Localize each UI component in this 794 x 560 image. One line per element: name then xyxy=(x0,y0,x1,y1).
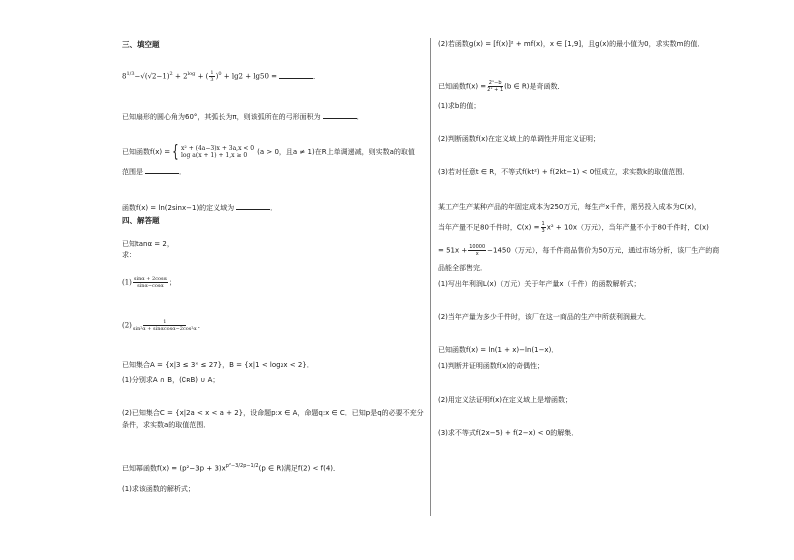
q2-answer-blank[interactable] xyxy=(323,111,357,119)
question-9-part-2: (2)当年产量为多少千件时，该厂在这一商品的生产中所获利润最大． xyxy=(438,313,651,321)
question-5-part-2: (2) $\frac{1}{\text{sin²α + sinαcosα−2cos²α}}$ ． xyxy=(122,319,205,332)
q3-condition: (a > 0，且a ≠ 1)在R上单调递减，则实数a的取值 xyxy=(257,147,415,156)
q1-exp2: log xyxy=(187,71,196,78)
column-divider xyxy=(430,38,431,516)
question-8-part-2: (2)判断函数f(x)在定义域上的单调性并用定义证明； xyxy=(438,135,600,143)
q1-answer-blank[interactable] xyxy=(279,71,313,79)
q9-frac-1: $\frac{1}{3}$ xyxy=(541,221,545,234)
question-8-line-1: 已知函数f(x) = $\frac{\text{2ˣ−b}}{\text{2ˣ + 1}}$ (b ∈ R)是奇函数． xyxy=(438,80,565,93)
question-8-part-1: (1)求b的值； xyxy=(438,102,481,110)
question-6-line-4: 条件，求实数a的取值范围． xyxy=(122,421,211,429)
q5-p1-frac: $\frac{\sin\alpha + 2\cos\alpha}{\sin\alpha-\cos\alpha}$ xyxy=(133,276,167,289)
q1-prefix: 8 xyxy=(122,72,127,81)
q3-answer-blank[interactable] xyxy=(145,166,179,174)
q4-answer-blank[interactable] xyxy=(236,202,270,210)
q1-frac-exp: 0 xyxy=(218,71,222,78)
question-5-line-2: 求： xyxy=(122,251,136,259)
q4-text: 函数f(x) = ln(2sinx−1)的定义域为 xyxy=(122,204,235,212)
question-6-line-2: (1)分别求A ∩ B，(∁ʀB) ∪ A； xyxy=(122,376,220,384)
question-10-part-2: (2)用定义法证明f(x)在定义域上是增函数； xyxy=(438,396,572,404)
question-6-line-3: (2)已知集合C = {x|2a < x < a + 2}，设命题p:x ∈ A，命题q:x ∈ C．已知p是q的必要不充分 xyxy=(122,409,424,417)
q3-brace: { xyxy=(172,142,179,162)
section-fill-blank-heading: 三、填空题 xyxy=(122,40,160,49)
q7-exponent: p²−3/2p−1/2 xyxy=(225,463,259,469)
q1-base2: 2 xyxy=(183,72,188,81)
question-9-line-2: 当年产量不足80千件时，C(x) = $\frac{1}{3}$ x² + 10x（万元），当年产量不小于80千件时，C(x) xyxy=(438,221,709,234)
q5-p2-frac: $\frac{1}{\text{sin²α + sinαcosα−2cos²α}}$ xyxy=(132,319,197,332)
q1-radical: (√2−1) xyxy=(144,72,170,81)
q9-frac-2: $\frac{10000}{x}$ xyxy=(469,244,486,257)
question-5-part-1: (1) $\frac{\sin\alpha + 2\cos\alpha}{\sin\alpha-\cos\alpha}$ ； xyxy=(122,276,176,289)
question-10-line-1: 已知函数f(x) = ln(1 + x)−ln(1−x)． xyxy=(438,346,559,354)
question-5-line-1: 已知tanα = 2， xyxy=(122,240,174,248)
q8-frac: $\frac{\text{2ˣ−b}}{\text{2ˣ + 1}}$ xyxy=(487,80,504,93)
question-1: $8^{1/3}-√(√2-1)^2 + 2^{log}$ + ( $\frac{1}{3}$ )$^0$ + lg2 + lg50 = ． xyxy=(122,70,321,83)
q1-frac: $\frac{1}{3}$ xyxy=(210,70,214,83)
q3-cases xyxy=(181,145,254,159)
question-9-line-3: = 51x + $\frac{10000}{x}$ −1450（万元），每千件商品售价为50万元，通过市场分析，该厂生产的商 xyxy=(438,244,720,257)
question-7-line-2: (1)求该函数的解析式； xyxy=(122,485,195,493)
question-7-line-1: 已知幂函数$f(x) = (p^2-3p + 3)x^{p^2-3/2p-1/2}(p$ ∈ R)满足f(2) < f(4)． xyxy=(122,463,341,473)
question-9-line-4: 品能全部售完． xyxy=(438,264,487,272)
q3-case-1: x² + (4a−3)x + 3a,x < 0 xyxy=(181,145,255,152)
q1-tail: + lg2 + lg50 = xyxy=(223,72,278,81)
question-8-part-3: (3)若对任意t ∈ R，不等式f(kt²) + f(2kt−1) < 0恒成立，求实数k的取值范围． xyxy=(438,168,690,176)
q3-prefix: 已知函数f(x) = xyxy=(122,147,171,156)
section-answer-heading: 四、解答题 xyxy=(122,216,160,225)
question-4: 函数f(x) = ln(2sinx−1)的定义域为 ． xyxy=(122,204,278,212)
question-10-part-3: (3)求不等式f(2x−5) + f(2−x) < 0的解集． xyxy=(438,429,579,437)
question-6-line-1: 已知集合A = {x|3 ≤ 3ˣ ≤ 27}，B = {x|1 < log₂x < 2}． xyxy=(122,361,314,369)
q2-text: 已知扇形的圆心角为60°，其弧长为π，则该弧所在的弓形面积为 xyxy=(122,113,321,121)
question-7-part-2: (2)若函数g(x) = [f(x)]² + mf(x)，x ∈ [1,9]，且g(x)的最小值为0，求实数m的值． xyxy=(438,40,705,48)
q3-case-2: log a(x + 1) + 1,x ≥ 0 xyxy=(181,152,248,159)
question-3 xyxy=(122,144,415,160)
q1-sup-a: 1/3 xyxy=(126,71,135,78)
question-10-part-1: (1)判断并证明函数f(x)的奇偶性； xyxy=(438,362,544,370)
question-9-part-1: (1)写出年利润L(x)（万元）关于年产量x（千件）的函数解析式； xyxy=(438,280,641,288)
question-9-line-1: 某工产生产某种产品的年固定成本为250万元，每生产x千件，需另投入成本为C(x)， xyxy=(438,203,701,211)
question-3-line-2: 范围是 ． xyxy=(122,168,186,176)
question-2: 已知扇形的圆心角为60°，其弧长为π，则该弧所在的弓形面积为 ． xyxy=(122,113,364,121)
